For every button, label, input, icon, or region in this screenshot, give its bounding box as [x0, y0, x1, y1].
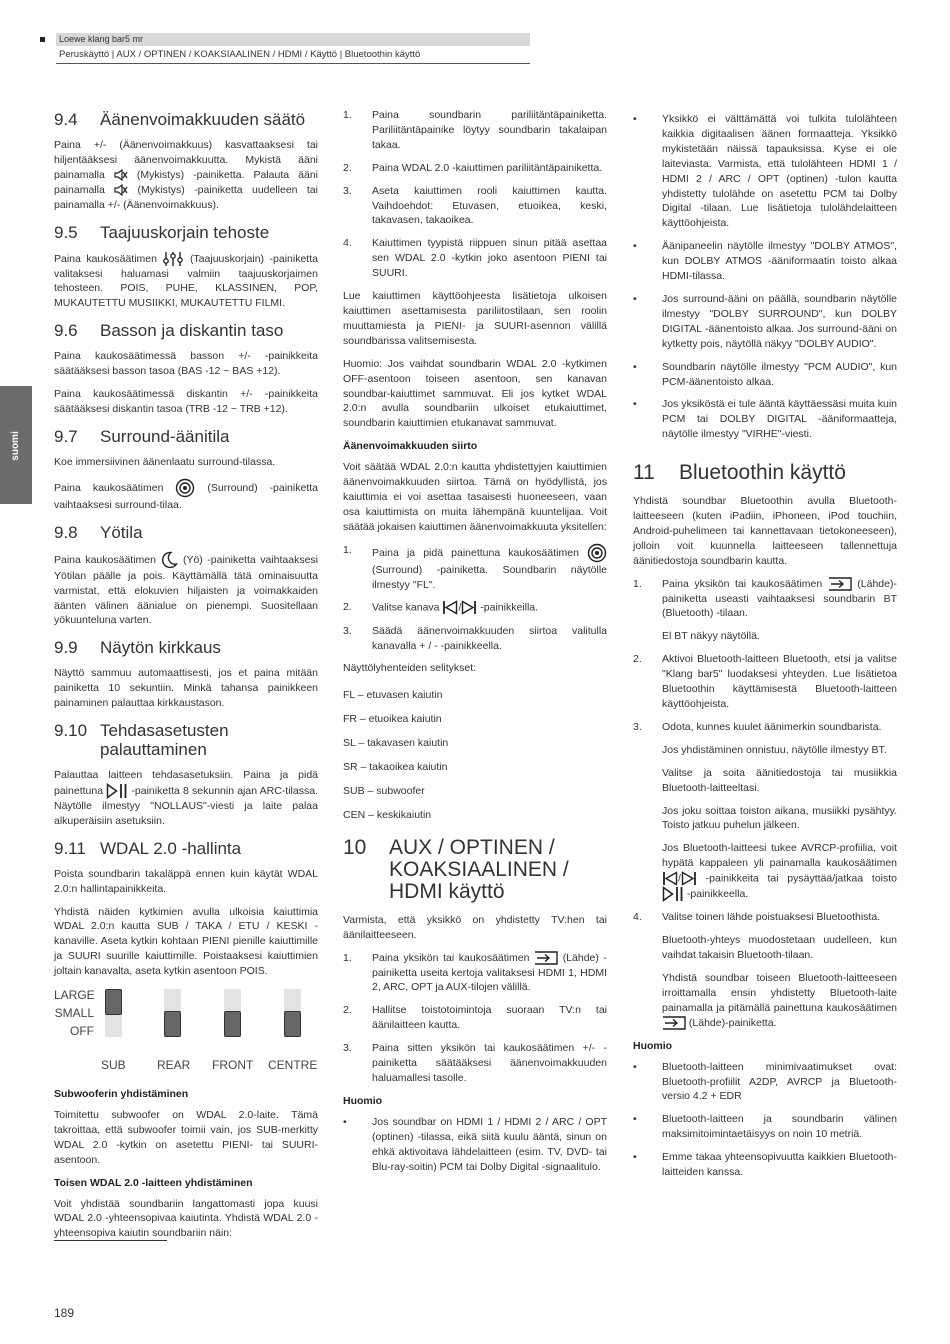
switch-front-knob	[224, 1011, 241, 1037]
switch-level-off: OFF	[70, 1024, 94, 1039]
list-item: 2. Hallitse toistotoimintoja suoraan TV:n tai äänilaitteen kautta.	[343, 1004, 607, 1032]
column-1	[54, 108, 318, 1249]
switch-label-front: FRONT	[212, 1058, 254, 1073]
list-item: 2. Valitse kanava / -painikkeilla.	[343, 601, 539, 614]
language-tab-label: suomi	[9, 431, 21, 461]
section-9-11-title: 9.11 WDAL 2.0 -hallinta	[54, 838, 242, 858]
switch-centre	[284, 989, 301, 1037]
legend-item-sl: SL – takavasen kaiutin	[343, 737, 449, 750]
equalizer-icon	[162, 251, 184, 267]
section-9-6-text-1: Paina kaukosäätimessä basson +/- -painikkeita säätääksesi basson tasoa (BAS -12 ~ BAS +12).	[54, 350, 318, 378]
list-item: 4. Valitse toinen lähde poistuaksesi Bluetoothista.	[633, 911, 881, 924]
list-item: 4. Kaiuttimen tyypistä riippuen sinun pitää asettaa sen WDAL 2.0 -kytkin joko asentoon PIENI tai SUURI.	[343, 237, 607, 280]
bluetooth-steps-3	[633, 910, 897, 925]
volume-transfer-steps	[343, 543, 607, 654]
legend-item-sub: SUB – subwoofer	[343, 785, 425, 797]
moon-icon	[160, 551, 178, 569]
skip-previous-icon	[442, 600, 458, 615]
skip-previous-icon	[662, 871, 678, 886]
list-item: • Yksikkö ei välttämättä voi tulkita tulolähteen kaikkia digitaalisen äänen formaatteja. Yksikkö mykistetään näissä tapauksissa. Kyse ei ole laiteviasta. Varmista, että tulolähteen HDMI 1 / HDMI 2 / ARC / OPT (optinen) -tulon kautta yhdistetty tulolähde on asetettu PCM tai Dolby Digital -tilaan. Lue lisätietoja tulolähdelaitteen käyttöohjeista.	[633, 113, 897, 230]
switch-sub	[105, 989, 122, 1037]
section-9-9-text: Näyttö sammuu automaattisesti, jos et paina mitään painiketta 10 sekuntiin. Minkä tahansa painikkeen painaminen palauttaa kirkkaustason.	[54, 667, 318, 710]
play-pause-icon	[662, 886, 684, 902]
pairing-note-text: Huomio: Jos vaihdat soundbarin WDAL 2.0 -kytkimen OFF-asentoon toiseen asentoon, sen kanavan soundbar-kaiuttimet sammuvat. Eli jos kytket WDAL 2.0:n avulla soundbariin ulkoiset etukaiuttimet, soundbarin kaiuttimien etukanavat sammuvat.	[343, 357, 607, 430]
legend-title: Näyttölyhenteiden selitykset:	[343, 662, 477, 675]
section-9-5-text: Paina kaukosäätimen (Taajuuskorjain) -painiketta valitaksesi haluamasi valmiin taajuuskorjaimen tehosteen. POIS, PUHE, KLASSINEN, POP, MUKAUTETTU MUSIIKKI, MUKAUTETTU FILMI.	[54, 252, 318, 310]
switch-level-small: SMALL	[54, 1006, 94, 1021]
source-icon	[828, 577, 852, 591]
mute-icon	[114, 169, 128, 181]
section-11-title: 11 Bluetoothin käyttö	[633, 461, 846, 485]
surround-icon	[587, 543, 607, 563]
legend-item-cen: CEN – keskikaiutin	[343, 808, 432, 821]
footnote-divider	[54, 1240, 167, 1241]
bluetooth-steps	[633, 577, 897, 622]
subwoofer-heading: Subwooferin yhdistäminen	[54, 1088, 189, 1101]
legend-item-fr: FR – etuoikea kaiutin	[343, 713, 442, 726]
switch-level-large: LARGE	[54, 988, 95, 1003]
volume-transfer-heading: Äänenvoimakkuuden siirto	[343, 440, 478, 453]
section-9-5-title: 9.5 Taajuuskorjain tehoste	[54, 222, 270, 242]
bt-display-text: El BT näkyy näytöllä.	[662, 630, 760, 643]
section-9-7-text-1: Koe immersiivinen äänenlaatu surround-tilassa.	[54, 455, 276, 468]
section-10-note-heading: Huomio	[343, 1094, 383, 1107]
list-item: 3. Säädä äänenvoimakkuuden siirtoa valitulla kanavalla + / - -painikkeella.	[343, 624, 607, 652]
legend-item-sr: SR – takaoikea kaiutin	[343, 761, 448, 774]
list-item: • Bluetooth-laitteen ja soundbarin välinen maksimitoimintaetäisyys on noin 10 metriä.	[633, 1113, 897, 1141]
list-item: 2. Aktivoi Bluetooth-laitteen Bluetooth, etsi ja valitse "Klang bar5" luodaksesi yhteyden. Lue lisätietoa Bluetoothin käyttämisestä Bluetooth-laitteen käyttöohjeista.	[633, 653, 897, 710]
skip-next-icon	[461, 600, 477, 615]
column-3	[633, 112, 897, 1188]
list-item: 1. Paina soundbarin pariliitäntäpainiketta. Pariliitäntäpainike löytyy soundbarin takalaipan takaa.	[343, 109, 607, 151]
header-bullet	[40, 37, 45, 42]
pairing-info-text: Lue kaiuttimen käyttöohjeesta lisätietoja ulkoisen kaiuttimen asettamisesta pariliitostilaan, sen roolin muuttamiesta ja PIENI- ja SUURI-asennon välillä soundbarissa valitsemisesta.	[343, 290, 607, 347]
second-wdal-heading: Toisen WDAL 2.0 -laitteen yhdistäminen	[54, 1176, 253, 1189]
section-9-8-title: 9.8 Yötila	[54, 522, 143, 542]
switch-label-centre: CENTRE	[268, 1058, 318, 1073]
list-item: • Emme takaa yhteensopivuutta kaikkien Bluetooth-laitteiden kanssa.	[633, 1151, 897, 1179]
switch-front	[224, 989, 241, 1037]
header-product: Loewe klang bar5 mr	[56, 33, 530, 46]
list-item: • Jos yksiköstä ei tule ääntä käyttäessäsi muita kuin PCM tai DOLBY DIGITAL -ääniformaatteja, näytölle ilmestyy "VIRHE"-viesti.	[633, 398, 897, 441]
subwoofer-text: Toimitettu subwoofer on WDAL 2.0-laite. Tämä takroittaa, että subwoofer toimii vain, jos SUB-merkitty WDAL 2.0 -kytkin on asetettu PIENI- tai SUURI-asentoon.	[54, 1109, 318, 1166]
header-breadcrumb: Peruskäyttö | AUX / OPTINEN / KOAKSIAALINEN / HDMI / Käyttö | Bluetoothin käyttö	[56, 48, 530, 64]
language-tab	[0, 386, 32, 504]
bt-play-text: Valitse ja soita äänitiedostoja tai musiikkia Bluetooth-laitteeltasi.	[662, 766, 897, 794]
format-notes	[633, 112, 897, 442]
list-item: • Jos surround-ääni on päällä, soundbarin näytölle ilmestyy "DOLBY SURROUND", kun DOLBY DIGITAL -äänentoisto alkaa. Jos surround-ääni on kytketty pois, näytöllä näkyy "DOLBY AUDIO".	[633, 292, 897, 350]
section-9-4-title: 9.4 Äänenvoimakkuuden säätö	[54, 110, 306, 129]
bt-reconnect-text: Bluetooth-yhteys muodostetaan uudelleen, kun vaihdat takaisin Bluetooth-tilaan.	[662, 934, 897, 962]
switch-label-sub: SUB	[101, 1058, 126, 1073]
section-10-title: 10 AUX / OPTINEN / KOAKSIAALINEN / HDMI käyttö	[343, 835, 569, 903]
surround-icon	[175, 478, 195, 498]
second-wdal-text: Voit yhdistää soundbariin langattomasti jopa kuusi WDAL 2.0 -yhteensopivaa kaiutinta. Yhdistä WDAL 2.0 -yhteensopiva kaiutin soundbariin näin:	[54, 1197, 318, 1240]
bt-call-text: Jos joku soittaa toiston aikana, musiikki pysähtyy. Toisto jatkuu puhelun jälkeen.	[662, 804, 897, 832]
section-10-steps	[343, 951, 607, 1086]
section-10-notes	[343, 1115, 607, 1175]
switch-rear-knob	[164, 1011, 181, 1037]
section-9-8-text: Paina kaukosäätimen (Yö) -painiketta vaihtaaksesi Yötilan päälle ja pois. Käyttämällä tätä ominaisuutta varmistat, että elokuvien hiljaisten ja voimakkaiden äänten välinen äänialue on pienempi. Suositellaan yökuunteluna varten.	[54, 551, 318, 629]
list-item: • Soundbarin näytölle ilmestyy "PCM AUDIO", kun PCM-äänentoisto alkaa.	[633, 360, 897, 388]
legend-item-fl: FL – etuvasen kaiutin	[343, 689, 443, 702]
list-item: 3. Odota, kunnes kuulet äänimerkin soundbarista.	[633, 720, 882, 733]
section-9-6-text-2: Paina kaukosäätimessä diskantin +/- -painikkeita säätääksesi diskantin tasoa (TRB -12 ~ TRB +12).	[54, 388, 318, 415]
skip-next-icon	[681, 871, 697, 886]
section-10-text: Varmista, että yksikkö on yhdistetty TV:hen tai äänilaitteeseen.	[343, 913, 607, 941]
bt-avrcp-text: Jos Bluetooth-laitteesi tukee AVRCP-profiilia, voit hypätä kappaleen yli painamalla kaukosäätimen / -painikkeita tai pysäyttää/jatkaa toisto -painikkeella.	[662, 841, 897, 902]
section-9-6-title: 9.6 Basson ja diskantin taso	[54, 321, 284, 341]
bt-other-device-text: Yhdistä soundbar toiseen Bluetooth-laitteeseen irroittamalla ensin yhdistetty Bluetooth-laite painamalla ja pitämällä painettuna kaukosäätimen (Lähde)-painiketta.	[662, 972, 897, 1029]
section-9-9-title: 9.9 Näytön kirkkaus	[54, 638, 221, 658]
source-icon	[662, 1016, 686, 1030]
list-item: 1. Paina yksikön tai kaukosäätimen (Lähde) -painiketta useita kertoja valitaksesi HDMI 1, HDMI 2, ARC, OPT ja AUX-tilojen välillä.	[343, 951, 607, 994]
list-item: 1. Paina ja pidä painettuna kaukosäätimen (Surround) -painiketta. Soundbarin näytölle ilmestyy "FL".	[343, 543, 607, 591]
pairing-steps	[343, 108, 607, 281]
source-icon	[534, 951, 558, 965]
switch-sub-knob	[105, 989, 122, 1015]
section-9-11-text-2: Yhdistä näiden kytkimien avulla ulkoisia kaiuttimia WDAL 2.0:n kautta SUB / TAKA / ETU / KESKI -kanaville. Aseta kytkin kohtaan PIENI pienille kaiuttimille ja SUURI suurille kaiuttimille. Poistaaksesi kaiuttimien joltain kanavalta, aseta kytkin asentoon POIS.	[54, 905, 318, 978]
section-9-7-text-2: Paina kaukosäätimen (Surround) -painiketta vaihtaaksesi surround-tilaa.	[54, 478, 318, 513]
list-item: 3. Paina sitten yksikön tai kaukosäätimen +/- -painiketta säätääksesi äänenvoimakkuuden haluamallesi tasolle.	[343, 1042, 607, 1084]
list-item: 2. Paina WDAL 2.0 -kaiuttimen pariliitäntäpainiketta.	[343, 161, 603, 174]
bluetooth-notes	[633, 1060, 897, 1180]
list-item: 1. Paina yksikön tai kaukosäätimen (Lähde)-painiketta useasti vaihtaaksesi soundbarin BT (Bluetooth) -tilaan.	[633, 577, 897, 620]
bt-connected-text: Jos yhdistäminen onnistuu, näytölle ilmestyy BT.	[662, 743, 887, 756]
switch-centre-knob	[284, 1011, 301, 1037]
mute-icon	[114, 184, 128, 196]
page-number: 189	[54, 1306, 75, 1320]
list-item: • Jos soundbar on HDMI 1 / HDMI 2 / ARC / OPT (optinen) -tilassa, eikä siitä kuulu ääntä, sinun on ehkä aktivoitava lähdelaitteen (esim. TV, DVD- tai Blu-ray-soitin) PCM tai Dolby Digital -signaalitulo.	[343, 1115, 607, 1173]
section-11-text: Yhdistä soundbar Bluetoothin avulla Bluetooth-laitteeseen (kuten iPadiin, iPhoneen, iPod touchiin, Android-puhelimeen tai kannettavaan tietokoneeseen), jolloin voit kuunnella laitteeseen tallennettuja äänitiedostoja soundbarin kautta.	[633, 495, 897, 567]
section-9-11-text-1: Poista soundbarin takaläppä ennen kuin käytät WDAL 2.0:n hallintapainikkeita.	[54, 867, 318, 895]
list-item: • Bluetooth-laitteen minimivaatimukset ovat: Bluetooth-profiilit A2DP, AVRCP ja Bluetooth-versio 4.2 + EDR	[633, 1060, 897, 1103]
switch-label-rear: REAR	[157, 1058, 191, 1073]
section-9-10-title: 9.10 Tehdasasetusten palauttaminen	[54, 721, 229, 760]
wdal-switch-diagram	[54, 987, 318, 1079]
switch-rear	[164, 989, 181, 1037]
section-9-10-text: Palauttaa laitteen tehdasasetuksiin. Paina ja pidä painettuna -painiketta 8 sekunnin ajan ARC-tilassa. Näytölle ilmestyy "NOLLAUS"-viesti ja laite palaa alkuperäisiin asetuksiin.	[54, 769, 318, 827]
list-item: • Äänipaneelin näytölle ilmestyy "DOLBY ATMOS", kun DOLBY ATMOS -ääniformaatin toisto alkaa HDMI-tilassa.	[633, 240, 897, 283]
section-9-7-title: 9.7 Surround-äänitila	[54, 426, 230, 446]
list-item: 3. Aseta kaiuttimen rooli kaiuttimen kautta. Vaihdoehdot: Etuvasen, etuoikea, keski, takavasen, takaoikea.	[343, 184, 607, 227]
section-9-4-text: Paina +/- (Äänenvoimakkuus) kasvattaaksesi tai hiljentääksesi äänenvoimakkuutta. Mykistä ääni painamalla (Mykistys) -painiketta. Palauta ääni painamalla (Mykistys) -painiketta uudelleen tai painamalla +/- (Äänenvoimakkuus).	[54, 139, 318, 211]
volume-transfer-text: Voit säätää WDAL 2.0:n kautta yhdistettyjen kaiuttimien äänenvoimakkuuden siirtoa. Tämä on hyödyllistä, jos kaiuttimia ei voi asettaa tasaisesti huoneeseen, vaan osa kaiuttimista on muita lähempänä kuuntelijaa. Voit säätää jokaisen kaiuttimen äänenvoimakkuuta yksitellen:	[343, 461, 607, 533]
column-2	[343, 108, 607, 1182]
bluetooth-steps-2	[633, 652, 897, 735]
bluetooth-note-heading: Huomio	[633, 1039, 673, 1052]
play-pause-icon	[106, 783, 128, 799]
